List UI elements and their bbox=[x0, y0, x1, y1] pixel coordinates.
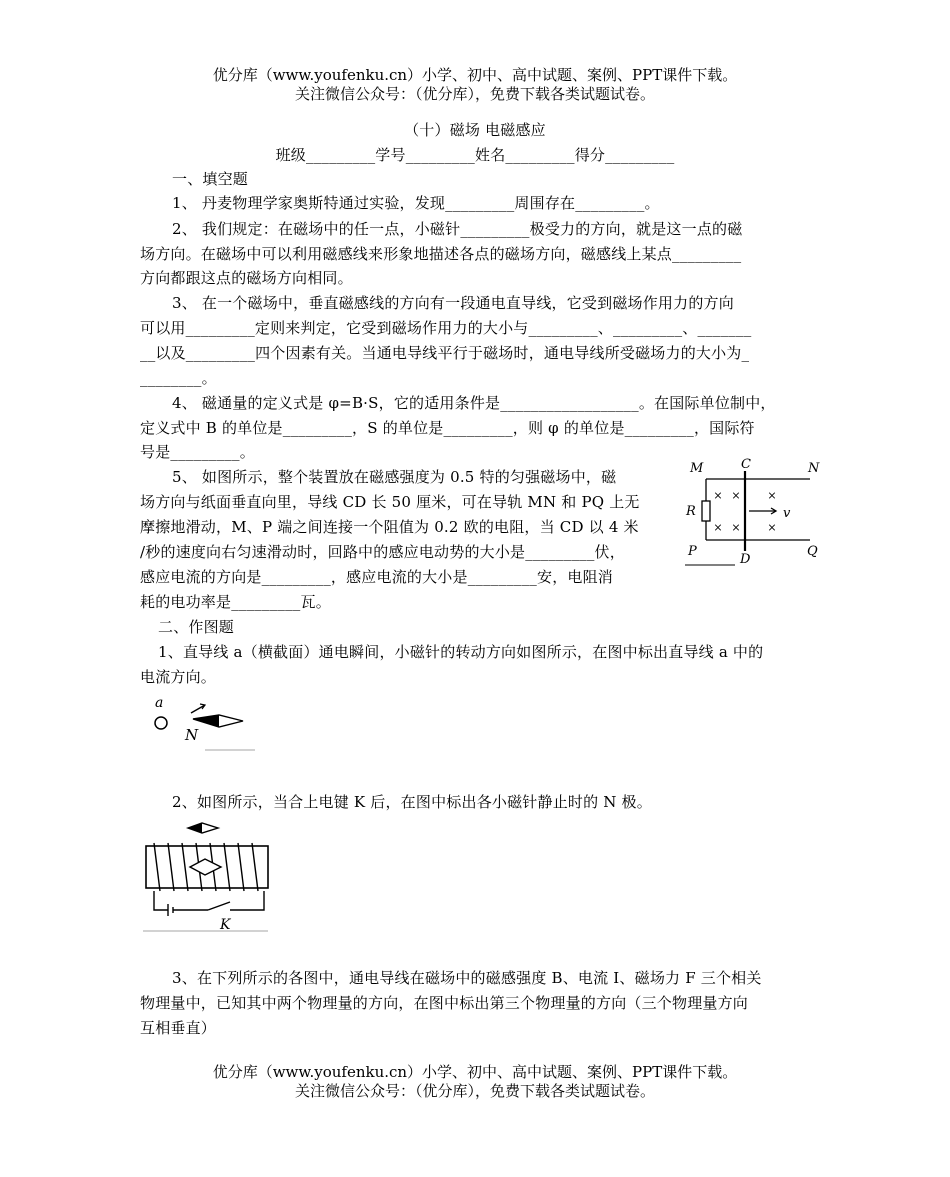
rotation-arrow bbox=[191, 705, 205, 713]
footer-line-1: 优分库（www.youfenku.cn）小学、初中、高中试题、案例、PPT课件下载。 bbox=[212, 1063, 738, 1081]
question-2-3-line-1: 3、在下列所示的各图中，通电导线在磁场中的磁感强度 B、电流 I、磁场力 F 三个相关 bbox=[172, 969, 762, 987]
label-q: Q bbox=[807, 544, 818, 559]
page-title: （十）磁场 电磁感应 bbox=[404, 121, 546, 139]
question-2-3-line-2: 物理量中，已知其中两个物理量的方向，在图中标出第三个物理量的方向（三个物理量方向 bbox=[140, 994, 749, 1012]
question-1-3-line-3: __以及_________四个因素有关。当通电导线平行于磁场时，通电导线所受磁场力的大小为_ bbox=[140, 344, 750, 362]
field-cross: × bbox=[767, 521, 777, 534]
section-1-heading: 一、填空题 bbox=[172, 170, 249, 188]
label-k: K bbox=[220, 917, 231, 933]
question-1-5-line-4: /秒的速度向右匀速滑动时，回路中的感应电动势的大小是_________伏， bbox=[140, 543, 625, 561]
question-1-4-line-2: 定义式中 B 的单位是_________，S 的单位是_________，则 φ 的单位是_________，国际符 bbox=[140, 419, 755, 437]
question-2-3-line-3: 互相垂直） bbox=[140, 1019, 217, 1037]
question-1-3-line-2: 可以用_________定则来判定，它受到磁场作用力的大小与_________、_________、_______ bbox=[140, 319, 752, 337]
question-1-2-line-1: 2、 我们规定：在磁场中的任一点，小磁针_________极受力的方向，就是这一点的磁 bbox=[172, 220, 743, 238]
header-line-1: 优分库（www.youfenku.cn）小学、初中、高中试题、案例、PPT课件下载。 bbox=[212, 66, 738, 84]
question-1-5-line-6: 耗的电功率是_________瓦。 bbox=[140, 593, 331, 611]
footer-line-2: 关注微信公众号：（优分库），免费下载各类试题试卷。 bbox=[294, 1082, 655, 1100]
compass-needle-inside bbox=[190, 859, 221, 875]
label-a: a bbox=[155, 695, 164, 711]
question-1-2-line-2: 场方向。在磁场中可以利用磁感线来形象地描述各点的磁场方向，磁感线上某点_________ bbox=[140, 245, 742, 263]
label-needle-n: N bbox=[185, 726, 199, 744]
question-1-5-line-5: 感应电流的方向是_________，感应电流的大小是_________安，电阻消 bbox=[140, 568, 614, 586]
question-1-2-line-3: 方向都跟这点的磁场方向相同。 bbox=[140, 269, 353, 287]
question-1-4-line-3: 号是_________。 bbox=[140, 443, 255, 461]
label-p: P bbox=[688, 544, 697, 559]
question-1-3-line-1: 3、 在一个磁场中，垂直磁感线的方向有一段通电直导线，它受到磁场作用力的方向 bbox=[172, 294, 734, 312]
label-v: v bbox=[783, 506, 791, 521]
question-2-2: 2、如图所示，当合上电键 K 后，在图中标出各小磁针静止时的 N 极。 bbox=[172, 793, 652, 811]
section-2-heading: 二、作图题 bbox=[158, 618, 235, 636]
field-cross: × bbox=[713, 489, 723, 502]
label-n: N bbox=[808, 461, 820, 476]
question-1-4-line-1: 4、 磁通量的定义式是 φ=B·S，它的适用条件是__________________。在国际单位制中， bbox=[172, 394, 776, 412]
student-info-line: 班级_________学号_________姓名_________得分_________ bbox=[275, 146, 675, 164]
label-m: M bbox=[690, 461, 704, 476]
question-1-5-line-1: 5、 如图所示，整个装置放在磁感强度为 0.5 特的匀强磁场中，磁 bbox=[172, 468, 617, 486]
switch-k bbox=[208, 902, 230, 910]
field-cross: × bbox=[731, 489, 741, 502]
rail-circuit-figure bbox=[680, 455, 830, 575]
label-d: D bbox=[740, 552, 751, 567]
question-1-3-line-4: ________。 bbox=[140, 369, 217, 387]
field-cross: × bbox=[713, 521, 723, 534]
question-1-5-line-2: 场方向与纸面垂直向里，导线 CD 长 50 厘米，可在导轨 MN 和 PQ 上无 bbox=[140, 493, 640, 511]
resistor bbox=[702, 501, 710, 521]
wire-a-cross-section bbox=[155, 717, 167, 729]
question-1-1: 1、 丹麦物理学家奥斯特通过实验，发现_________周围存在_________。 bbox=[172, 194, 660, 212]
header-line-2: 关注微信公众号：（优分库），免费下载各类试题试卷。 bbox=[294, 85, 655, 103]
wire-needle-figure bbox=[145, 693, 265, 755]
question-2-1-line-2: 电流方向。 bbox=[140, 668, 217, 686]
question-2-1-line-1: 1、直导线 a（横截面）通电瞬间，小磁针的转动方向如图所示，在图中标出直导线 a 中的 bbox=[158, 643, 764, 661]
question-1-5-line-3: 摩擦地滑动，M、P 端之间连接一个阻值为 0.2 欧的电阻，当 CD 以 4 米 bbox=[140, 518, 639, 536]
field-cross: × bbox=[731, 521, 741, 534]
solenoid-figure bbox=[138, 818, 278, 938]
label-r: R bbox=[686, 504, 696, 519]
field-cross: × bbox=[767, 489, 777, 502]
label-c: C bbox=[741, 457, 751, 472]
